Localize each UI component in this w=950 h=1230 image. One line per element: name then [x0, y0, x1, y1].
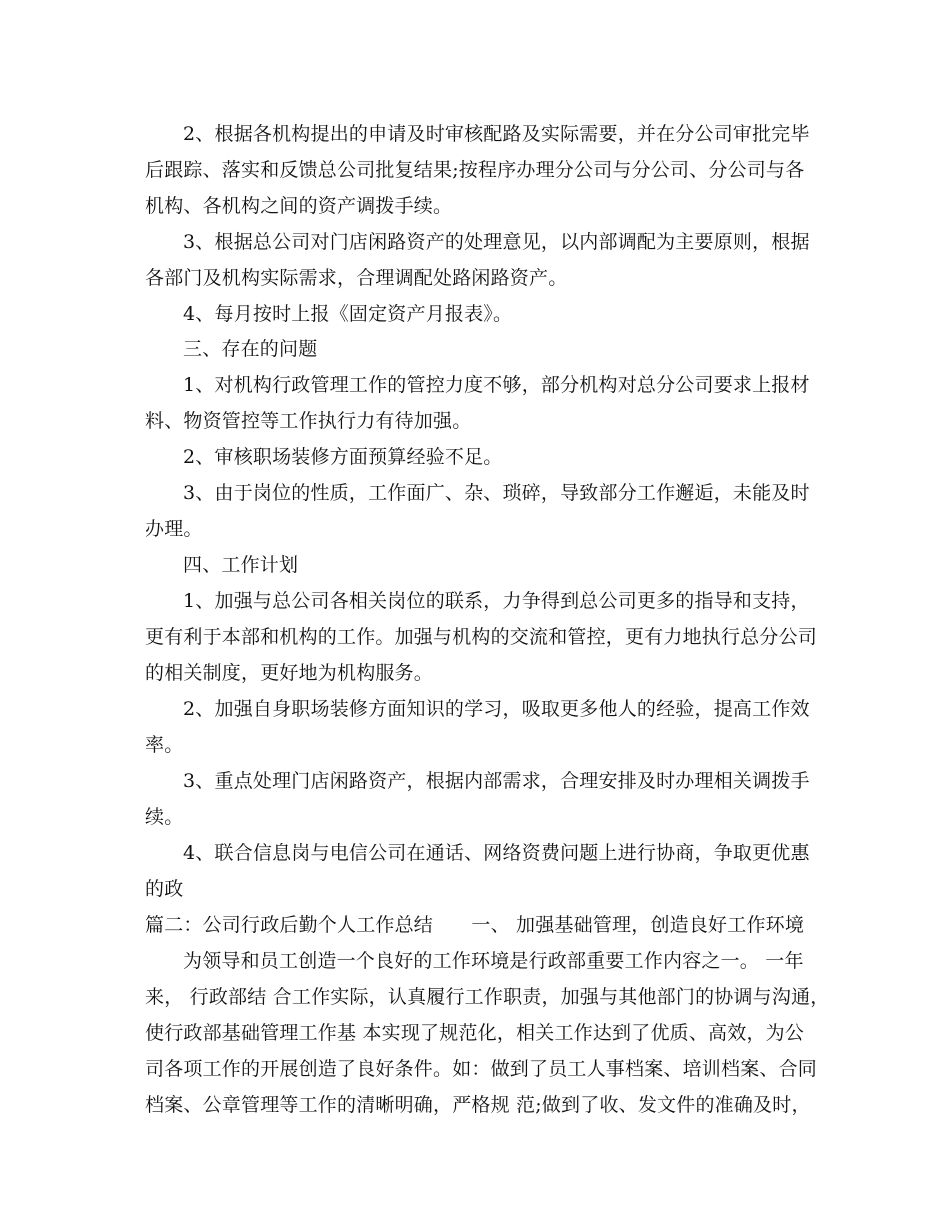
paragraph-line: 3、由于岗位的性质，工作面广、杂、琐碎，导致部分工作邂逅，未能及时: [183, 482, 810, 504]
paragraph-line: 后跟踪、落实和反馈总公司批复结果;按程序办理分公司与分公司、分公司与各: [145, 159, 805, 181]
paragraph-line: 4、联合信息岗与电信公司在通话、网络资费问题上进行协商，争取更优惠: [183, 842, 810, 864]
paragraph-line: 3、重点处理门店闲路资产，根据内部需求，合理安排及时办理相关调拨手: [183, 770, 810, 792]
paragraph-line: 续。: [145, 806, 184, 828]
paragraph-line: 使行政部基础管理工作基 本实现了规范化，相关工作达到了优质、高效，为公: [145, 1022, 805, 1044]
paragraph-line: 为领导和员工创造一个良好的工作环境是行政部重要工作内容之一。 一年: [183, 950, 804, 972]
paragraph-line: 4、每月按时上报《固定资产月报表》。: [183, 303, 513, 325]
paragraph-line: 2、加强自身职场装修方面知识的学习，吸取更多他人的经验，提高工作效: [183, 698, 810, 720]
paragraph-line: 率。: [145, 734, 184, 756]
section-heading: 四、工作计划: [183, 554, 299, 576]
paragraph-line: 料、物资管控等工作执行力有待加强。: [145, 410, 472, 432]
paragraph-line: 机构、各机构之间的资产调拨手续。: [145, 195, 453, 217]
paragraph-line: 1、加强与总公司各相关岗位的联系，力争得到总公司更多的指导和支持，: [183, 590, 810, 612]
paragraph-line: 更有利于本部和机构的工作。加强与机构的交流和管控，更有力地执行总分公司: [145, 626, 818, 648]
paragraph-line: 3、根据总公司对门店闲路资产的处理意见，以内部调配为主要原则，根据: [183, 231, 810, 253]
paragraph-line: 各部门及机构实际需求，合理调配处路闲路资产。: [145, 267, 568, 289]
paragraph-line: 办理。: [145, 518, 203, 540]
paragraph-line: 1、对机构行政管理工作的管控力度不够，部分机构对总分公司要求上报材: [183, 374, 810, 396]
article-heading: 篇二：公司行政后勤个人工作总结 一、 加强基础管理，创造良好工作环境: [145, 914, 805, 936]
paragraph-line: 的相关制度，更好地为机构服务。: [145, 662, 434, 684]
paragraph-line: 的政: [145, 878, 184, 900]
paragraph-line: 2、审核职场装修方面预算经验不足。: [183, 446, 503, 468]
paragraph-line: 档案、公章管理等工作的清晰明确，严格规 范;做到了收、发文件的准确及时，: [145, 1094, 811, 1116]
paragraph-line: 2、根据各机构提出的申请及时审核配路及实际需要，并在分公司审批完毕: [183, 123, 810, 145]
paragraph-line: 司各项工作的开展创造了良好条件。如：做到了员工人事档案、培训档案、合同: [145, 1058, 818, 1080]
paragraph-line: 来， 行政部结 合工作实际，认真履行工作职责，加强与其他部门的协调与沟通，: [145, 986, 830, 1008]
section-heading: 三、存在的问题: [183, 338, 318, 360]
